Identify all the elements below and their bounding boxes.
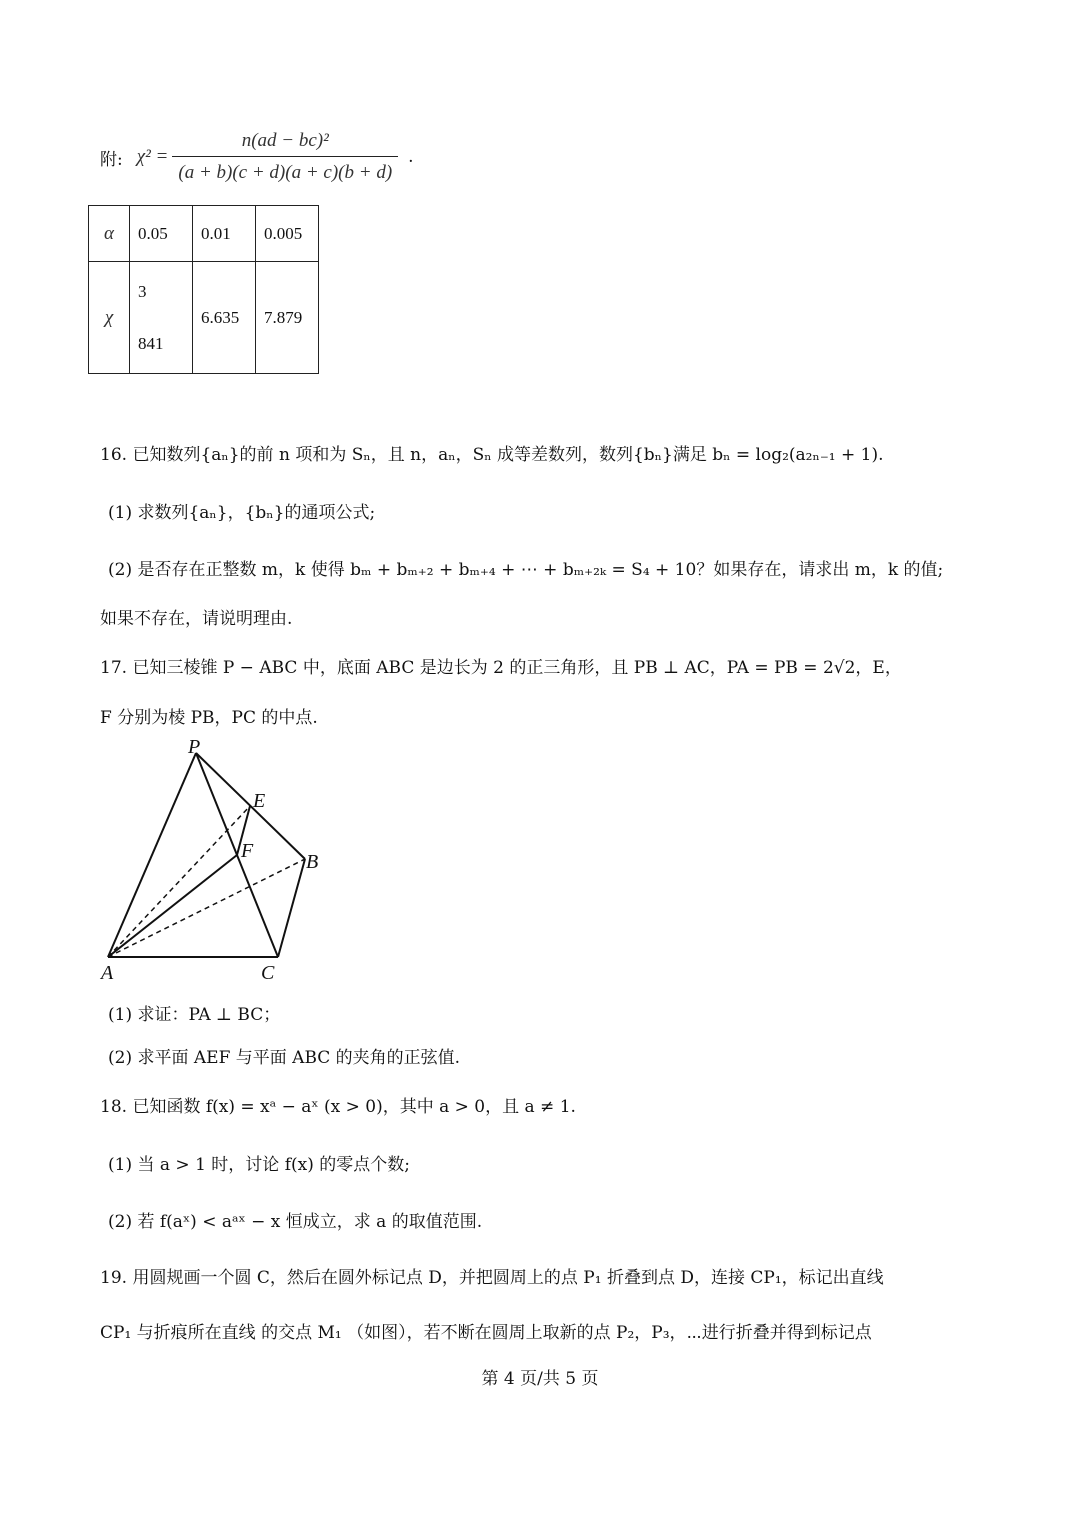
label-A: A <box>101 962 114 984</box>
pyramid-figure <box>95 735 335 990</box>
q16-stem: 16. 已知数列{aₙ}的前 n 项和为 Sₙ，且 n，aₙ，Sₙ 成等差数列，数列{bₙ}满足 bₙ = log₂(a₂ₙ₋₁ + 1). <box>100 445 884 465</box>
hidden-edge-AB <box>108 859 305 957</box>
q17-stem: 17. 已知三棱锥 P − ABC 中，底面 ABC 是边长为 2 的正三角形，且 PB ⊥ AC，PA = PB = 2√2，E， <box>100 658 902 678</box>
edge-BC <box>278 859 305 957</box>
formula-period: . <box>408 147 414 167</box>
chi-fraction <box>172 130 398 184</box>
table-cell <box>130 262 193 374</box>
page-footer: 第 4 页/共 5 页 <box>481 1369 599 1389</box>
chi-lhs: χ² = <box>136 146 169 167</box>
q17-stem-cont: F 分别为棱 PB，PC 的中点. <box>100 708 318 728</box>
q18-part1: (1) 当 a > 1 时，讨论 f(x) 的零点个数; <box>108 1155 410 1175</box>
q18-stem: 18. 已知函数 f(x) = xᵃ − aˣ (x > 0)，其中 a > 0，且 a ≠ 1. <box>100 1097 576 1117</box>
label-F: F <box>241 840 254 862</box>
q17-part1: (1) 求证：PA ⊥ BC； <box>108 1005 281 1025</box>
table-cell: α <box>89 206 130 262</box>
q19-stem-cont: CP₁ 与折痕所在直线 的交点 M₁ （如图），若不断在圆周上取新的点 P₂，P₃，⋯进行折叠并得到标记点 <box>100 1323 872 1343</box>
q17-part2: (2) 求平面 AEF 与平面 ABC 的夹角的正弦值. <box>108 1048 461 1068</box>
chi-numerator: n(ad − bc)² <box>241 130 329 151</box>
split-value-top: 3 <box>138 282 147 301</box>
label-E: E <box>253 790 266 812</box>
table-cell: χ <box>89 262 130 374</box>
table-cell: 0.01 <box>193 206 256 262</box>
hidden-edge-AE <box>108 806 250 957</box>
edge-PA <box>108 753 196 957</box>
table-cell: 6.635 <box>193 262 256 374</box>
q19-stem: 19. 用圆规画一个圆 C，然后在圆外标记点 D，并把圆周上的点 P₁ 折叠到点 D，连接 CP₁，标记出直线 <box>100 1268 884 1288</box>
table-cell: 0.05 <box>130 206 193 262</box>
chi-square-formula <box>100 130 414 184</box>
label-C: C <box>261 962 275 984</box>
q16-part2: (2) 是否存在正整数 m，k 使得 bₘ + bₘ₊₂ + bₘ₊₄ + ⋯ + bₘ₊₂ₖ = S₄ + 10？如果存在，请求出 m，k 的值; <box>108 560 944 580</box>
table-cell: 0.005 <box>256 206 319 262</box>
appendix-label: 附: <box>100 149 123 170</box>
q18-part2: (2) 若 f(aˣ) < aᵃˣ − x 恒成立，求 a 的取值范围. <box>108 1212 483 1232</box>
label-P: P <box>188 736 201 758</box>
q16-part1: (1) 求数列{aₙ}，{bₙ}的通项公式; <box>108 503 376 523</box>
table-row <box>89 262 319 374</box>
chi-denominator: (a + b)(c + d)(a + c)(b + d) <box>172 156 398 184</box>
table-cell: 7.879 <box>256 262 319 374</box>
table-row <box>89 206 319 262</box>
q16-part2-cont: 如果不存在，请说明理由. <box>100 609 293 629</box>
label-B: B <box>306 851 319 873</box>
split-value-bottom: 841 <box>138 334 164 353</box>
critical-value-table <box>88 205 319 374</box>
edge-AF <box>108 855 237 957</box>
